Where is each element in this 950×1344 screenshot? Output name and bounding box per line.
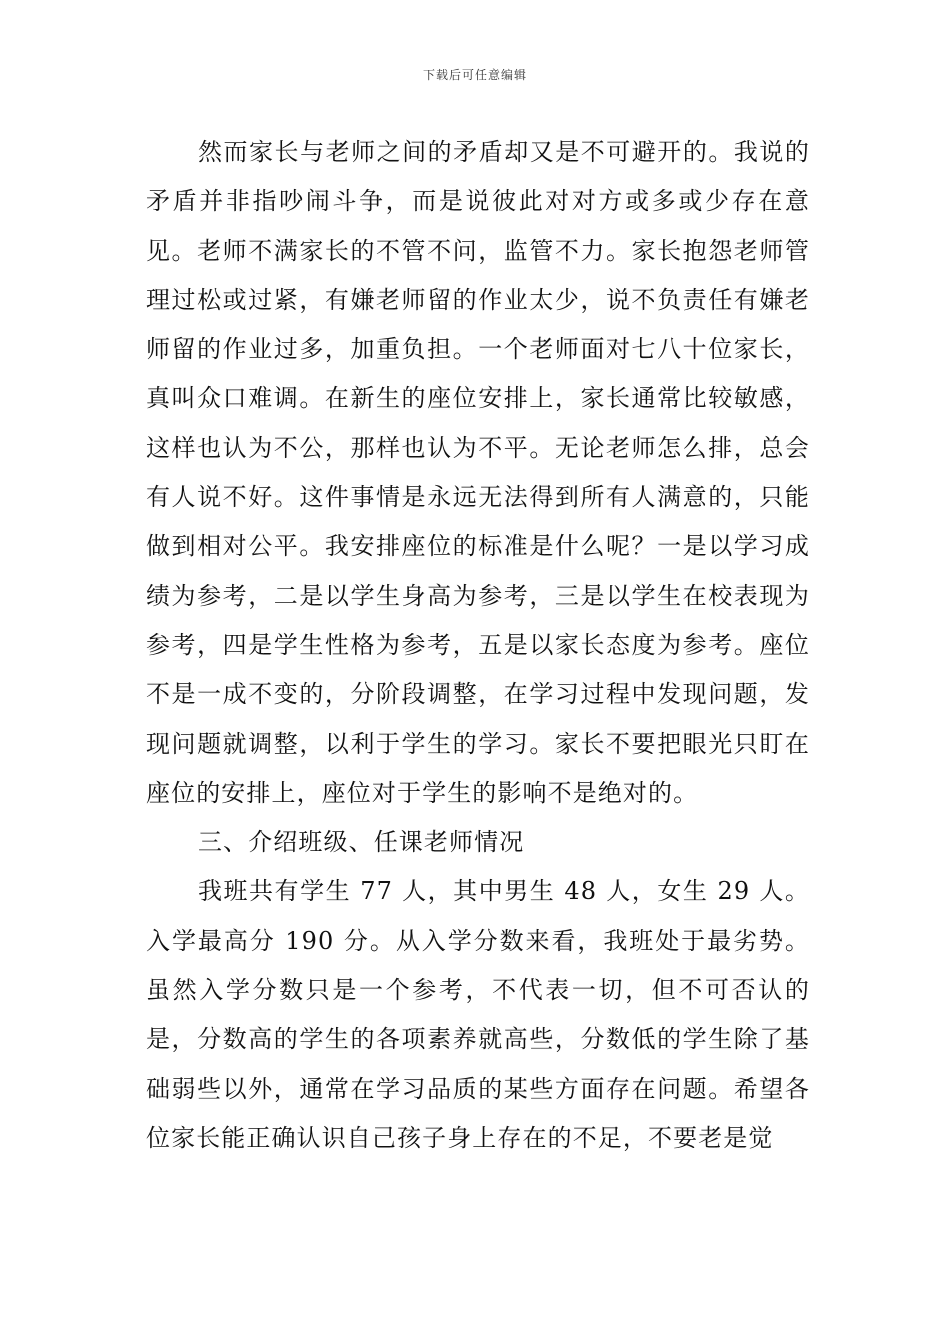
paragraph-class-stats: 我班共有学生 77 人，其中男生 48 人，女生 29 人。入学最高分 190 分。从入学分数来看，我班处于最劣势。虽然入学分数只是一个参考，不代表一切，但不可否认的是，分数高的学生的各项素养就高些，分数低的学生除了基础弱些以外，通常在学习品质的某些方面存在问题。希望各位家长能正确认识自己孩子身上存在的不足，不要老是觉 [146,877,810,1152]
page-header: 下载后可任意编辑 [422,68,527,82]
document-body [146,128,810,1163]
section-heading-class-intro: 三、介绍班级、任课老师情况 [198,828,525,857]
paragraph-seating: 然而家长与老师之间的矛盾却又是不可避开的。我说的矛盾并非指吵闹斗争，而是说彼此对对方或多或少存在意见。老师不满家长的不管不问，监管不力。家长抱怨老师管理过松或过紧，有嫌老师留的作业太少，说不负责任有嫌老师留的作业过多，加重负担。一个老师面对七八十位家长，真叫众口难调。在新生的座位安排上，家长通常比较敏感，这样也认为不公，那样也认为不平。无论老师怎么排，总会有人说不好。这件事情是永远无法得到所有人满意的，只能做到相对公平。我安排座位的标准是什么呢？一是以学习成绩为参考，二是以学生身高为参考，三是以学生在校表现为参考，四是学生性格为参考，五是以家长态度为参考。座位不是一成不变的，分阶段调整，在学习过程中发现问题，发现问题就调整，以利于学生的学习。家长不要把眼光只盯在座位的安排上，座位对于学生的影响不是绝对的。 [146,138,810,807]
